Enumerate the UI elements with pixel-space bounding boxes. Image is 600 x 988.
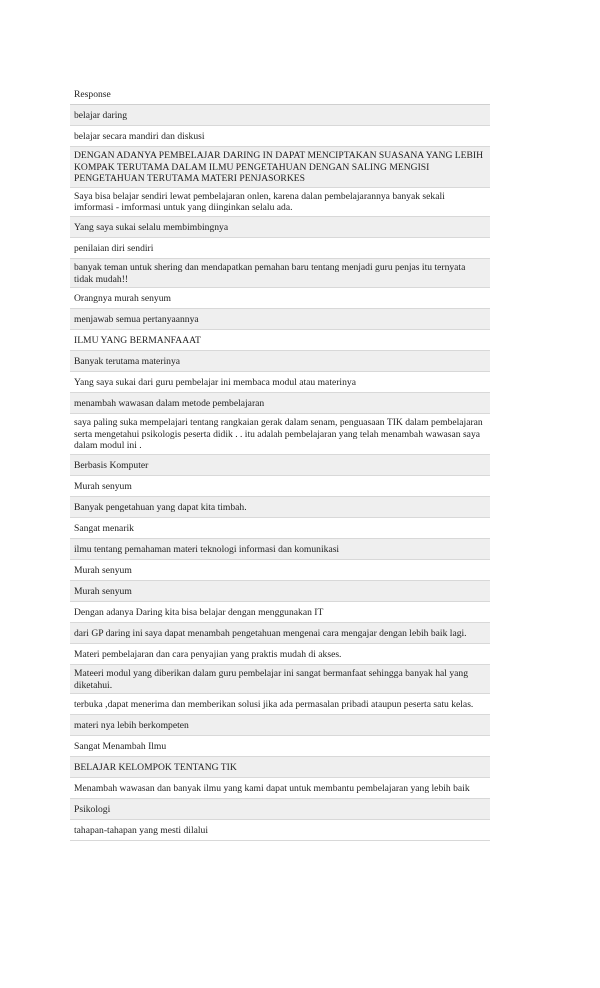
table-header: [70, 84, 490, 105]
table-row: [70, 560, 490, 581]
table-row: [70, 351, 490, 372]
table-row: [70, 497, 490, 518]
table-row: [70, 757, 490, 778]
table-row: [70, 736, 490, 757]
row-text: menjawab semua pertanyaannya: [74, 313, 199, 325]
row-text: Saya bisa belajar sendiri lewat pembelajaran onlen, karena dalan pembelajarannya banyak sekali imformasi - imformasi untuk yang diinginkan selalu ada.: [74, 190, 445, 214]
response-sheet: [70, 84, 490, 841]
table-row: [70, 799, 490, 820]
row-text: materi nya lebih berkompeten: [74, 719, 189, 731]
table-row: [70, 288, 490, 309]
row-text: Dengan adanya Daring kita bisa belajar dengan menggunakan IT: [74, 606, 324, 618]
table-row: [70, 238, 490, 259]
row-text: Mateeri modul yang diberikan dalam guru pembelajar ini sangat bermanfaat sehingga banyak hal yang diketahui.: [74, 667, 469, 691]
table-row: [70, 518, 490, 539]
table-row: [70, 581, 490, 602]
table-row: [70, 623, 490, 644]
table-row: [70, 539, 490, 560]
row-text: BELAJAR KELOMPOK TENTANG TIK: [74, 761, 237, 773]
row-text: penilaian diri sendiri: [74, 242, 154, 254]
table-row: [70, 455, 490, 476]
row-text: DENGAN ADANYA PEMBELAJAR DARING IN DAPAT MENCIPTAKAN SUASANA YANG LEBIH KOMPAK TERUTAMA DALAM ILMU PENGETAHUAN DENGAN SALING MENGISI PENGETAHUAN TERUTAMA MATERI PENJASORKES: [74, 150, 484, 185]
row-text: terbuka ,dapat menerima dan memberikan solusi jika ada permasalan pribadi ataupun peserta satu kelas.: [74, 698, 474, 710]
row-text: Murah senyum: [74, 585, 132, 597]
row-text: Orangnya murah senyum: [74, 292, 171, 304]
row-text: belajar secara mandiri dan diskusi: [74, 130, 205, 142]
table-row: [70, 778, 490, 799]
row-text: banyak teman untuk shering dan mendapatkan pemahan baru tentang menjadi guru penjas itu ternyata tidak mudah!!: [74, 261, 466, 285]
row-text: Murah senyum: [74, 564, 132, 576]
response-table: [70, 84, 490, 841]
table-row: [70, 820, 490, 841]
table-row: [70, 476, 490, 497]
table-row: [70, 715, 490, 736]
table-row: [70, 147, 490, 188]
row-text: Berbasis Komputer: [74, 459, 149, 471]
row-text: Sangat menarik: [74, 522, 134, 534]
row-text: menambah wawasan dalam metode pembelajaran: [74, 397, 265, 409]
row-text: belajar daring: [74, 109, 128, 121]
row-text: Menambah wawasan dan banyak ilmu yang kami dapat untuk membantu pembelajaran yang lebih baik: [74, 782, 470, 794]
row-text: Psikologi: [74, 803, 111, 815]
table-row: [70, 644, 490, 665]
table-row: [70, 694, 490, 715]
table-row: [70, 217, 490, 238]
table-row: [70, 665, 490, 694]
row-text: dari GP daring ini saya dapat menambah pengetahuan mengenai cara mengajar dengan lebih baik lagi.: [74, 627, 467, 639]
row-text: Yang saya sukai dari guru pembelajar ini membaca modul atau materinya: [74, 376, 356, 388]
row-text: Sangat Menambah Ilmu: [74, 740, 167, 752]
table-row: [70, 188, 490, 217]
row-text: ILMU YANG BERMANFAAAT: [74, 334, 201, 346]
table-row: [70, 309, 490, 330]
row-text: Yang saya sukai selalu membimbingnya: [74, 221, 229, 233]
table-row: [70, 602, 490, 623]
row-text: Materi pembelajaran dan cara penyajian yang praktis mudah di akses.: [74, 648, 342, 660]
row-text: ilmu tentang pemahaman materi teknologi informasi dan komunikasi: [74, 543, 340, 555]
header-response-label: Response: [74, 88, 111, 100]
row-text: saya paling suka mempelajari tentang rangkaian gerak dalam senam, penguasaan TIK dalam pembelajaran serta mengetahui psikologis peserta didik . . itu adalah pembelajaran yang telah menambah wawasan saya dalam modul ini .: [74, 417, 483, 452]
table-row: [70, 126, 490, 147]
row-text: Banyak pengetahuan yang dapat kita timbah.: [74, 501, 247, 513]
table-row: [70, 105, 490, 126]
row-text: Banyak terutama materinya: [74, 355, 181, 367]
table-row: [70, 259, 490, 288]
table-row: [70, 393, 490, 414]
row-text: Murah senyum: [74, 480, 132, 492]
table-row: [70, 372, 490, 393]
row-text: tahapan-tahapan yang mesti dilalui: [74, 824, 208, 836]
table-row: [70, 414, 490, 455]
table-row: [70, 330, 490, 351]
